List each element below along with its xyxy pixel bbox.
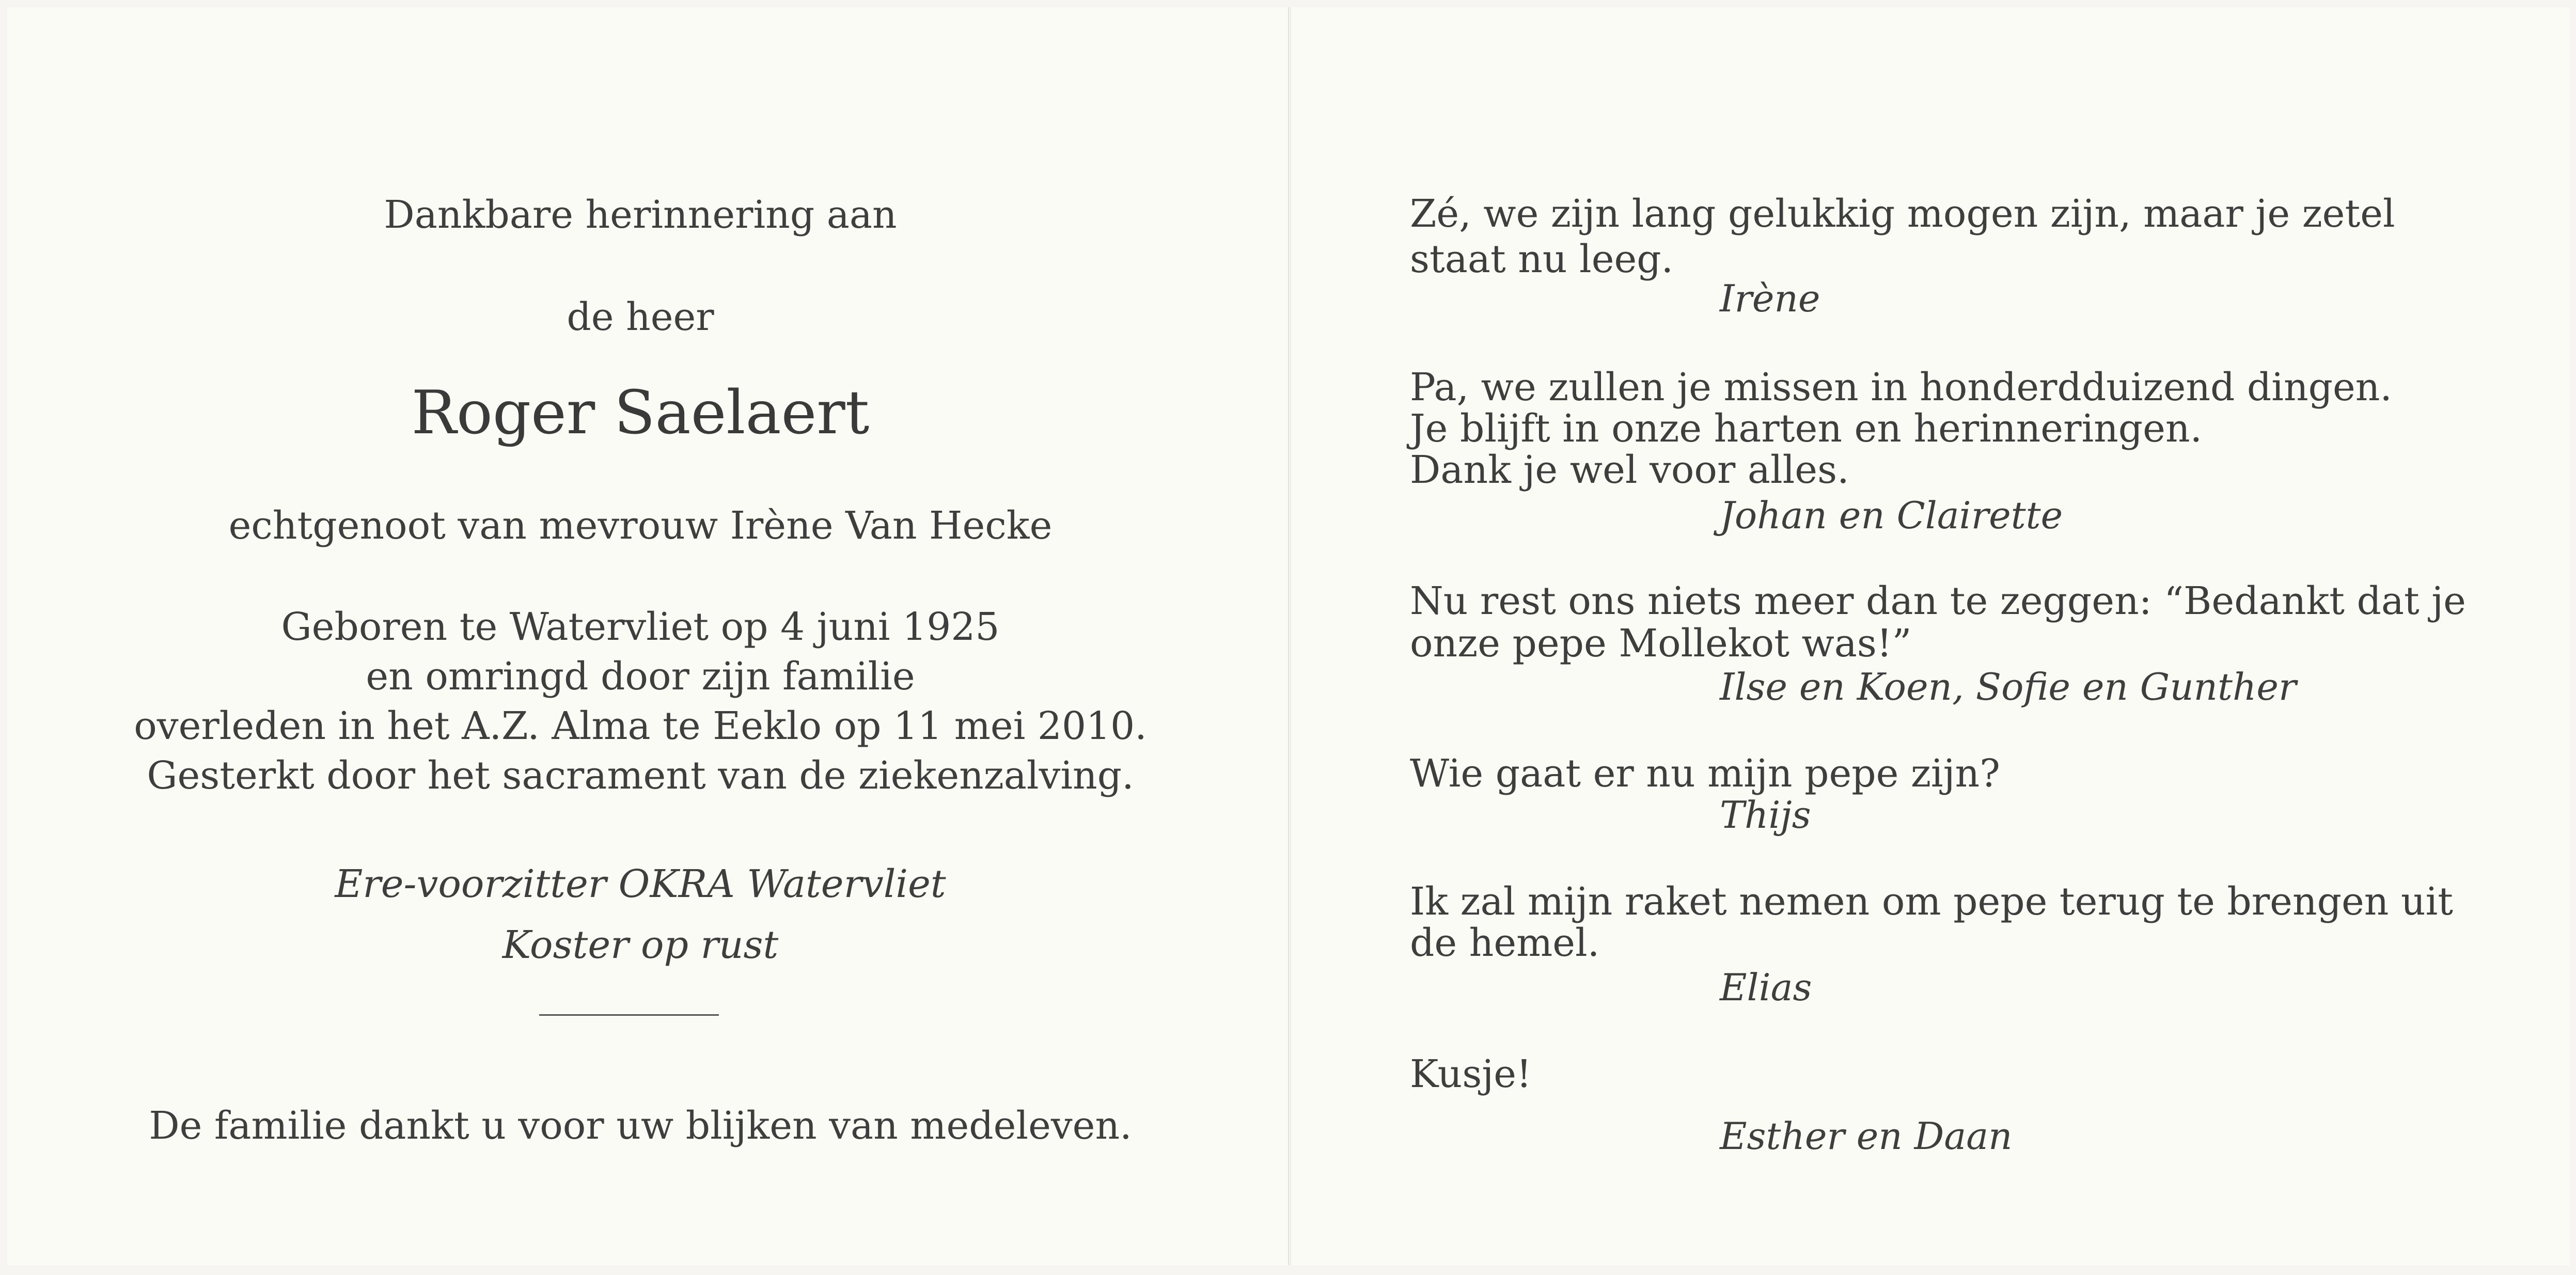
divider xyxy=(539,1014,719,1016)
message-line: Dank je wel voor alles. xyxy=(1410,448,1849,492)
message-signature: Johan en Clairette xyxy=(1720,494,2063,537)
role-line: Ere-voorzitter OKRA Watervliet xyxy=(335,862,946,906)
message-line: Nu rest ons niets meer dan te zeggen: “Bedankt dat je xyxy=(1410,579,2466,623)
message-signature: Thijs xyxy=(1720,793,1811,837)
spouse-line: echtgenoot van mevrouw Irène Van Hecke xyxy=(228,503,1053,548)
detail-line: Geboren te Watervliet op 4 juni 1925 xyxy=(281,605,1000,649)
message-line: Wie gaat er nu mijn pepe zijn? xyxy=(1410,751,2000,796)
message-signature: Ilse en Koen, Sofie en Gunther xyxy=(1720,665,2297,709)
message-signature: Esther en Daan xyxy=(1720,1114,2013,1158)
message-line: staat nu leeg. xyxy=(1410,237,1674,281)
message-line: Pa, we zullen je missen in honderdduizend dingen. xyxy=(1410,365,2392,410)
message-line: Zé, we zijn lang gelukkig mogen zijn, maar je zetel xyxy=(1410,192,2395,236)
thanks-line: De familie dankt u voor uw blijken van medeleven. xyxy=(149,1104,1132,1148)
role-line: Koster op rust xyxy=(502,923,779,967)
message-signature: Elias xyxy=(1720,966,1812,1009)
detail-line: en omringd door zijn familie xyxy=(366,654,915,699)
intro-text: Dankbare herinnering aan xyxy=(384,193,897,237)
honorific: de heer xyxy=(567,295,714,339)
message-line: Ik zal mijn raket nemen om pepe terug te brengen uit xyxy=(1410,879,2454,924)
message-signature: Irène xyxy=(1720,277,1820,320)
message-line: Je blijft in onze harten en herinneringen. xyxy=(1410,406,2203,451)
detail-line: Gesterkt door het sacrament van de ziekenzalving. xyxy=(147,753,1134,798)
message-line: Kusje! xyxy=(1410,1052,1532,1096)
deceased-name: Roger Saelaert xyxy=(411,378,870,448)
message-line: de hemel. xyxy=(1410,921,1600,965)
message-line: onze pepe Mollekot was!” xyxy=(1410,621,1912,666)
detail-line: overleden in het A.Z. Alma te Eeklo op 11 mei 2010. xyxy=(134,704,1147,748)
